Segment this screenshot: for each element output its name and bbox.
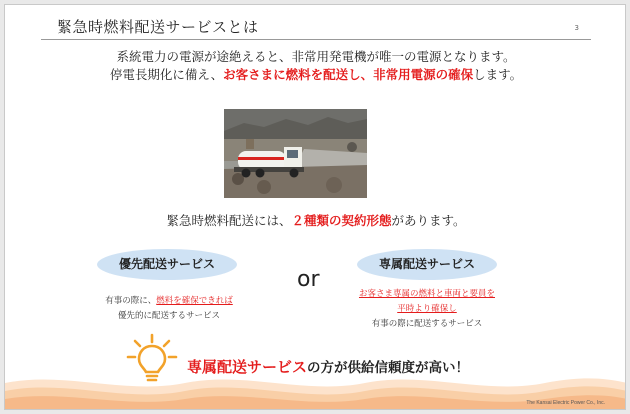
- priority-desc-highlight: 燃料を確保できれば: [156, 296, 233, 306]
- dedicated-delivery-label: 専属配送サービス: [357, 249, 497, 280]
- priority-delivery-description: [69, 294, 269, 324]
- or-label: or: [297, 267, 320, 292]
- priority-desc-line-1: [69, 294, 269, 309]
- dedicated-delivery-description: [327, 287, 527, 332]
- page-number: 3: [574, 24, 579, 32]
- dedicated-desc-line-1: お客さま専属の燃料と車両と要員を: [358, 289, 495, 299]
- intro-line-2-post: します。: [473, 67, 523, 82]
- slide-title: 緊急時燃料配送サービスとは: [57, 18, 259, 36]
- tanker-truck-photo-graphic: [224, 109, 367, 198]
- dedicated-desc-line-3: 有事の際に配送するサービス: [371, 319, 483, 329]
- intro-line-1: 系統電力の電源が途絶えると、非常用発電機が唯一の電源となります。: [116, 49, 516, 64]
- priority-delivery-label: 優先配送サービス: [97, 249, 237, 280]
- lead-pre: 緊急時燃料配送には、: [166, 213, 292, 228]
- priority-desc-pre: 有事の際に、: [105, 296, 157, 306]
- intro-line-2: [5, 65, 626, 83]
- conclusion-highlight: 専属配送サービス: [187, 358, 308, 376]
- lead-highlight: ２種類の契約形態: [291, 213, 392, 228]
- intro-line-2-highlight: お客さまに燃料を配送し、非常用電源の確保: [223, 67, 474, 82]
- company-footer: The Kansai Electric Power Co., Inc.: [526, 400, 605, 406]
- disaster-site-photo: [224, 109, 367, 198]
- dedicated-desc-line-2: 平時より確保し: [397, 304, 457, 314]
- slide: [4, 4, 626, 410]
- priority-desc-line-2: 優先的に配送するサービス: [117, 311, 220, 321]
- title-divider: [41, 39, 591, 40]
- intro-line-2-pre: 停電長期化に備え、: [109, 67, 224, 82]
- contract-types-lead: [5, 211, 626, 229]
- conclusion-rest: の方が供給信頼度が高い！: [307, 360, 470, 376]
- lead-post: があります。: [391, 213, 466, 228]
